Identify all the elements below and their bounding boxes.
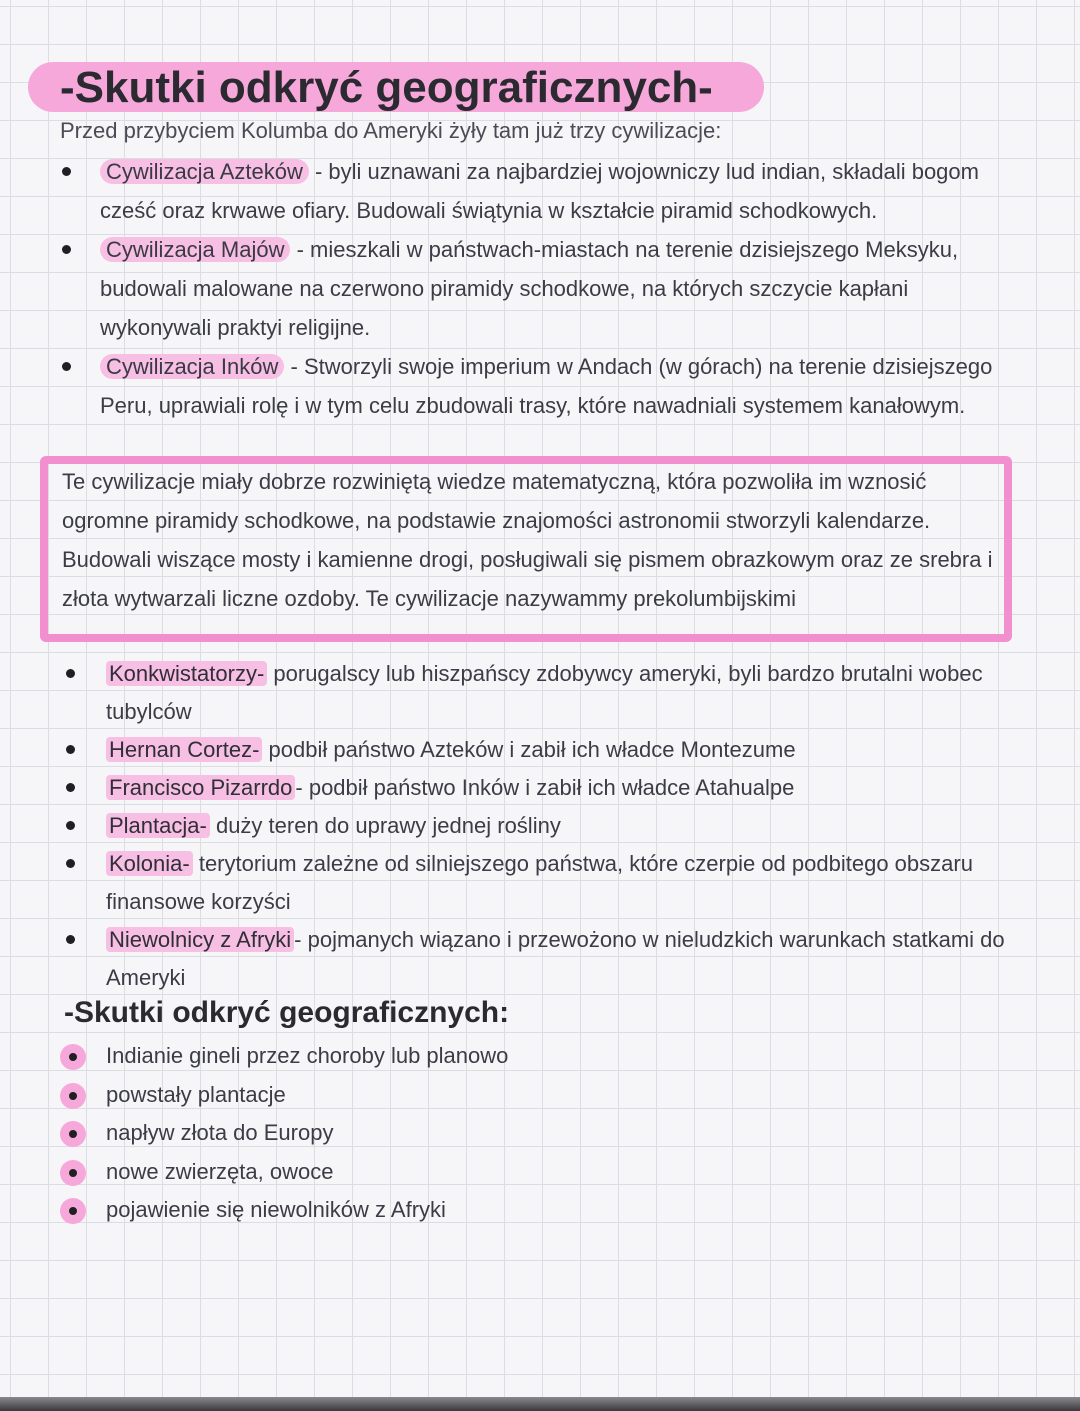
definition-text: - pojmanych wiązano i przewożono w nieludzkich warunkach statkami do Ameryki xyxy=(106,927,1005,990)
page-bottom-edge xyxy=(0,1397,1080,1411)
definition-term: Plantacja- xyxy=(106,813,210,838)
civilization-description: - Stworzyli swoje imperium w Andach (w górach) na terenie dzisiejszego Peru, uprawiali rolę i w tym celu zbudowali trasy, które nawadniali systemem kanałowym. xyxy=(100,354,993,418)
list-item xyxy=(56,1076,656,1115)
civilization-name: Cywilizacja Majów xyxy=(100,237,290,262)
definitions-list xyxy=(60,655,1025,997)
effect-text: powstały plantacje xyxy=(106,1081,286,1107)
list-item xyxy=(56,1037,656,1076)
list-item xyxy=(60,769,1025,807)
list-item xyxy=(56,1153,656,1192)
definition-text: terytorium zależne od silniejszego państwa, które czerpie od podbitego obszaru finansowe korzyści xyxy=(106,851,973,914)
effect-text: pojawienie się niewolników z Afryki xyxy=(106,1197,446,1222)
definition-term: Niewolnicy z Afryki xyxy=(106,927,294,952)
civilization-name: Cywilizacja Inków xyxy=(100,354,284,379)
civilization-description: - mieszkali w państwach-miastach na terenie dzisiejszego Meksyku, budowali malowane na czerwono piramidy schodkowe, na których szczycie kapłani wykonywali praktyi religijne. xyxy=(100,237,959,340)
list-item xyxy=(60,655,1025,731)
pink-bullet-icon xyxy=(60,1083,86,1109)
pink-bullet-icon xyxy=(60,1160,86,1186)
list-item xyxy=(58,152,1018,230)
definition-text: duży teren do uprawy jednej rośliny xyxy=(209,813,561,838)
list-item xyxy=(56,1114,656,1153)
definition-term: Kolonia- xyxy=(106,851,193,876)
definition-text: podbił państwo Azteków i zabił ich władce Montezume xyxy=(262,737,796,762)
list-item xyxy=(60,807,1025,845)
list-item xyxy=(56,1191,656,1230)
definition-term: Francisco Pizarrdo xyxy=(106,775,295,800)
list-item xyxy=(60,921,1025,997)
highlight-box-text: Te cywilizacje miały dobrze rozwiniętą wiedze matematyczną, która pozwoliła im wznosić ogromne piramidy schodkowe, na podstawie znajomości astronomii stworzyli kalendarze. Budowali wiszące mosty i kamienne drogi, posługiwali się pismem obrazkowym oraz ze srebra i złota wytwarzali liczne ozdoby. Te cywilizacje nazywammy prekolumbijskimi xyxy=(62,469,993,611)
list-item xyxy=(58,230,1018,347)
intro-text: Przed przybyciem Kolumba do Ameryki żyły tam już trzy cywilizacje: xyxy=(60,118,722,143)
definition-term: Konkwistatorzy- xyxy=(106,661,267,686)
civilization-description: - byli uznawani za najbardziej wojowniczy lud indian, składali bogom cześć oraz krwawe ofiary. Budowali świątynia w kształcie piramid schodkowych. xyxy=(100,159,979,223)
section-subtitle: -Skutki odkryć geograficznych: xyxy=(64,996,510,1029)
list-item xyxy=(58,347,1018,425)
civilizations-list xyxy=(58,152,1018,425)
pink-bullet-icon xyxy=(60,1198,86,1224)
civilization-name: Cywilizacja Azteków xyxy=(100,159,309,184)
effect-text: Indianie gineli przez choroby lub planowo xyxy=(106,1043,509,1068)
pink-bullet-icon xyxy=(60,1121,86,1147)
effect-text: nowe zwierzęta, owoce xyxy=(106,1158,334,1184)
definition-text: porugalscy lub hiszpańscy zdobywcy ameryki, byli bardzo brutalni wobec tubylców xyxy=(106,661,983,724)
list-item xyxy=(60,845,1025,921)
definition-term: Hernan Cortez- xyxy=(106,737,262,762)
page-title: -Skutki odkryć geograficznych- xyxy=(60,63,713,112)
effect-text: napływ złota do Europy xyxy=(106,1120,334,1145)
pink-bullet-icon xyxy=(60,1044,86,1070)
list-item xyxy=(60,731,1025,769)
definition-text: - podbił państwo Inków i zabił ich władce Atahualpe xyxy=(295,775,795,800)
effects-list xyxy=(56,1037,656,1230)
